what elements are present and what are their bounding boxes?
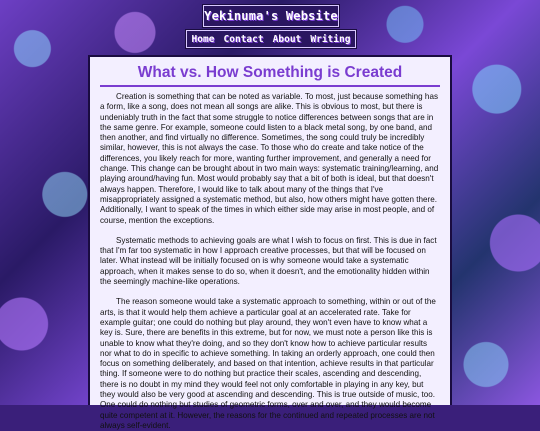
- article-paragraph: Systematic methods to achieving goals are what I wish to focus on first. This is due in fact that I'm far too systematic in how I approach creative processes, but that will be focused on later. What instead will be initially focused on is why someone would take a systematic approach, when it makes sense to do so, when it doesn't, and the emotionality hidden within the seemingly machine-like operations.: [100, 235, 437, 287]
- site-title[interactable]: Yekinuma's Website: [203, 5, 339, 27]
- article-paragraph: The reason someone would take a systematic approach to something, within or out of the arts, is that it would help them achieve a particular goal at an accelerated rate. Take for example guitar; one could do nothing but play around, they won't even have to know what a key is. Sure, there are benefits in this extreme, but for now, we must note a person like this is unable to know what they're doing, and so they don't know how to achieve particular results nor what to do in specific to achieve something. In taking an orderly approach, one could then focus on something deliberately, and based on that intention, achieve results in that particular thing. If someone were to do nothing but practice their scales, ascending and descending, there is no doubt in my mind they would feel not only comfortable in playing in any key, but they would also be very good at ascending and descending. This is true outside of music, too. One could do nothing but studies of geometric forms, over and over, and they would become quite competent at it. However, the reasons for the continued and repeated processes are not always self-evident.: [100, 297, 436, 430]
- nav-contact-link[interactable]: Contact: [223, 33, 264, 45]
- nav-home-link[interactable]: Home: [191, 33, 215, 45]
- nav-about-link[interactable]: About: [272, 33, 302, 45]
- article-body: [90, 87, 450, 431]
- article-paragraph: Creation is something that can be noted as variable. To most, just because something has a form, like a song, does not mean all songs are alike. This is obvious to most, but there is undeniably truth in the fact that some struggle to notice differences between songs that are in the same genre. For example, someone could listen to a black metal song, by one band, and then another, and find virtually no difference. Sometimes, the song could truly be incredibly similar, however, this is not always the case. To those who do create and take notice of the differences, you likely reach for more, wanting further improvement, and generally a need for change. This change can be brought about in two main ways: systematic training/learning, and playing around/having fun. Most would probably say that a bit of both is ideal, but that doesn't always happen. Therefore, I would like to talk about many of the things that I've misappropriately assigned a systematic method, but also, how others might have gotten there. Additionally, I want to speak of the times in which either side may arise in most people, and of course, mention the exceptions.: [100, 92, 439, 225]
- nav-writing-link[interactable]: Writing: [310, 33, 351, 45]
- main-nav: [186, 30, 356, 48]
- article-container[interactable]: [88, 55, 452, 430]
- article-title: What vs. How Something is Created: [100, 64, 440, 87]
